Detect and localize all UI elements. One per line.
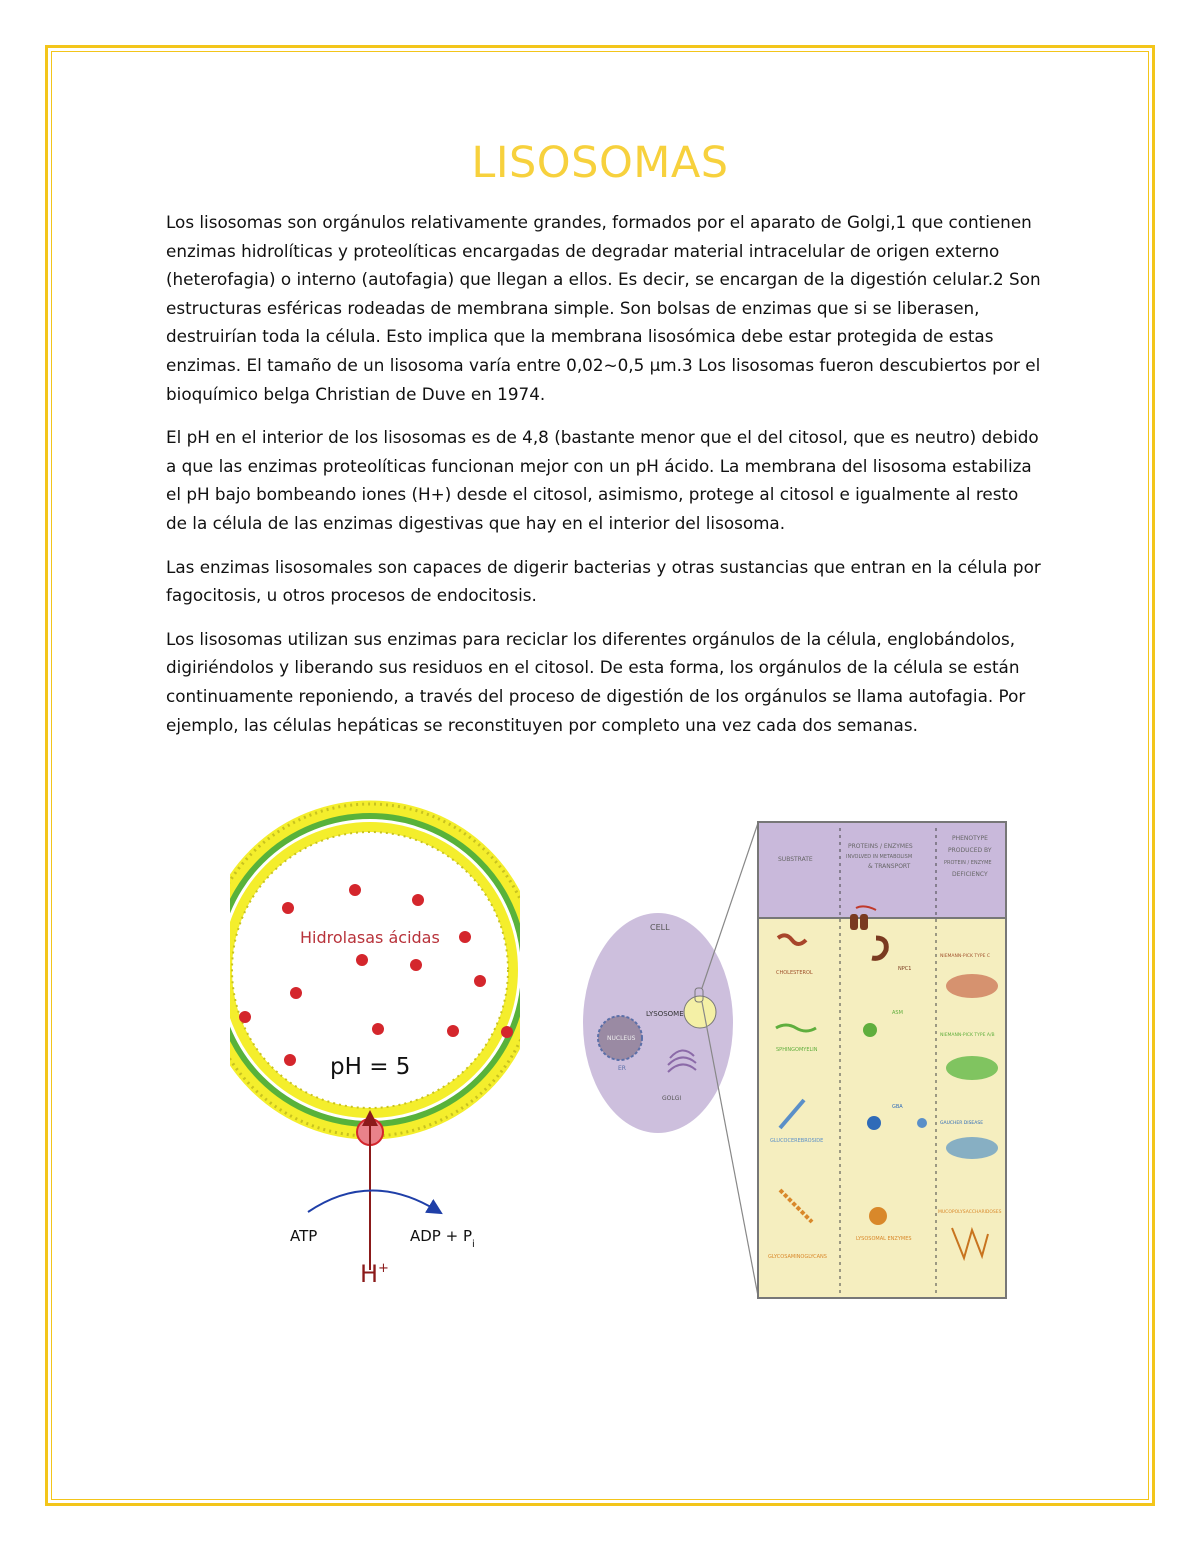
zoom-line-top xyxy=(702,823,758,988)
atp-label: ATP xyxy=(290,1227,318,1245)
transporter-part xyxy=(860,914,868,930)
adp-label xyxy=(410,1227,475,1250)
adp-text: ADP + P xyxy=(410,1227,473,1245)
phenotype-blob-3 xyxy=(946,1137,998,1159)
enzyme-shape-2 xyxy=(863,1023,877,1037)
paragraph-1: Los lisosomas son orgánulos relativamente grandes, formados por el aparato de Golgi,1 que contienen enzimas hidrolíticas y proteolíticas encargadas de degradar material intracelular de origen externo (heterofagia) o interno (autofagia) que llegan a ellos. Es decir, se encargan de la digestión celular.2 Son estructuras esféricas rodeadas de membrana simple. Son bolsas de enzimas que si se liberasen, destruirían toda la célula. Esto implica que la membrana lisosómica debe estar protegida de estas enzimas. El tamaño de un lisosoma varía entre 0,02~0,5 µm.3 Los lisosomas fueron descubiertos por el bioquímico belga Christian de Duve en 1974. xyxy=(166,212,1041,404)
enzyme-dot xyxy=(372,1023,384,1035)
nucleus-label: NUCLEUS xyxy=(607,1035,636,1042)
enzyme-dot xyxy=(282,902,294,914)
lysosomal-storage-diagram xyxy=(580,818,1010,1304)
phenotype-blob-2 xyxy=(946,1056,998,1080)
enzymes-label: Hidrolasas ácidas xyxy=(300,928,440,947)
enzyme-dot xyxy=(459,931,471,943)
enzyme-dot xyxy=(447,1025,459,1037)
disease-label-3: GAUCHER DISEASE xyxy=(940,1121,984,1126)
col-phenotype-2: PRODUCED BY xyxy=(948,847,992,854)
disease-label-4: MUCOPOLYSACCHARIDOSES xyxy=(938,1210,1002,1215)
substrate-label-1: CHOLESTEROL xyxy=(776,970,813,976)
enzyme-dot xyxy=(349,884,361,896)
atp-arrow xyxy=(308,1190,436,1212)
enzyme-dot xyxy=(474,975,486,987)
lysosome-label: LYSOSOME xyxy=(646,1010,684,1018)
enzyme-dot xyxy=(356,954,368,966)
cell-label: CELL xyxy=(650,923,670,932)
product-3 xyxy=(917,1118,927,1128)
enzyme-dot xyxy=(290,987,302,999)
enzyme-dots xyxy=(239,884,513,1066)
enzyme-label-2: ASM xyxy=(892,1010,903,1016)
er-label: ER xyxy=(618,1065,626,1072)
proton-text: H xyxy=(360,1260,379,1288)
proton-label xyxy=(360,1260,389,1288)
substrate-label-3: GLUCOCEREBROSIDE xyxy=(770,1138,824,1144)
substrate-label-2: SPHINGOMYELIN xyxy=(776,1047,818,1053)
enzyme-label-4: LYSOSOMAL ENZYMES xyxy=(856,1236,912,1242)
col-proteins-1: PROTEINS / ENZYMES xyxy=(848,843,913,850)
enzyme-label-1: NPC1 xyxy=(898,966,912,972)
paragraph-3: Las enzimas lisosomales son capaces de digerir bacterias y otras sustancias que entran en la célula por fagocitosis, u otros procesos de endocitosis. xyxy=(166,556,1041,606)
ph-label: pH = 5 xyxy=(330,1054,411,1080)
phenotype-blob-1 xyxy=(946,974,998,998)
enzyme-label-3: GBA xyxy=(892,1104,903,1110)
enzyme-shape-4 xyxy=(869,1207,887,1225)
disease-label-2: NIEMANN-PICK TYPE A/B xyxy=(940,1033,995,1038)
lysosome-in-cell xyxy=(684,996,716,1028)
adp-subscript: i xyxy=(472,1239,475,1250)
enzyme-dot xyxy=(239,1011,251,1023)
col-phenotype-1: PHENOTYPE xyxy=(952,835,988,842)
col-proteins-3: & TRANSPORT xyxy=(868,863,911,870)
body-text xyxy=(166,208,1041,754)
transporter-part xyxy=(850,914,858,930)
paragraph-4: Los lisosomas utilizan sus enzimas para reciclar los diferentes orgánulos de la célula, englobándolos, digiriéndolos y liberando sus residuos en el citosol. De esta forma, los orgánulos de la célula se están continuamente reponiendo, a través del proceso de digestión de los orgánulos se llama autofagia. Por ejemplo, las células hepáticas se reconstituyen por completo una vez cada dos semanas. xyxy=(166,628,1026,735)
enzyme-dot xyxy=(412,894,424,906)
col-substrate: SUBSTRATE xyxy=(778,856,813,863)
lysosome-diagram xyxy=(230,800,520,1300)
page-title: LISOSOMAS xyxy=(471,138,729,188)
enzyme-shape-3 xyxy=(867,1116,881,1130)
col-proteins-2: INVOLVED IN METABOLISM xyxy=(846,854,913,860)
enzyme-dot xyxy=(284,1054,296,1066)
enzyme-dot xyxy=(410,959,422,971)
paragraph-2: El pH en el interior de los lisosomas es de 4,8 (bastante menor que el del citosol, que es neutro) debido a que las enzimas proteolíticas funcionan mejor con un pH ácido. La membrana del lisosoma estabiliza el pH bajo bombeando iones (H+) desde el citosol, asimismo, protege al citosol e igualmente al resto de la célula de las enzimas digestivas que hay en el interior del lisosoma. xyxy=(166,427,1039,533)
col-phenotype-3: PROTEIN / ENZYME xyxy=(944,860,992,866)
proton-superscript: + xyxy=(378,1261,389,1276)
enzyme-dot xyxy=(501,1026,513,1038)
substrate-label-4: GLYCOSAMINOGLYCANS xyxy=(768,1254,827,1260)
disease-label-1: NIEMANN-PICK TYPE C xyxy=(940,954,991,959)
col-phenotype-4: DEFICIENCY xyxy=(952,871,988,878)
golgi-label: GOLGI xyxy=(662,1095,682,1102)
